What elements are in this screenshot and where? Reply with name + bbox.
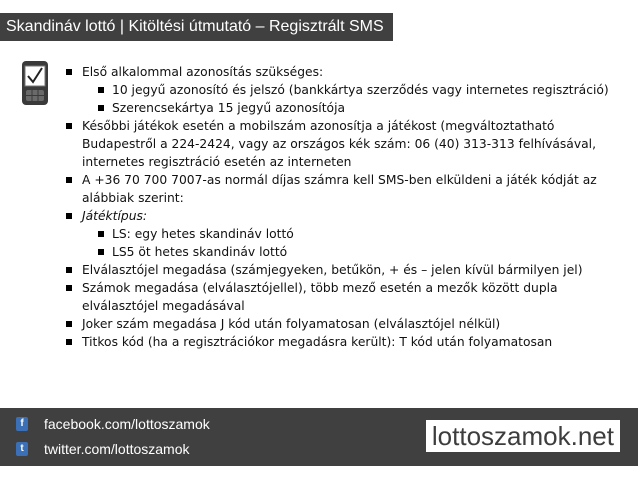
list-item: Titkos kód (ha a regisztrációkor megadásra került): T kód után folyamatosan	[60, 333, 632, 351]
twitter-icon: t	[16, 442, 28, 456]
list-item: Szerencsekártya 15 jegyű azonosítója	[60, 99, 632, 117]
instructions	[60, 63, 632, 351]
list-item: LS5 öt hetes skandináv lottó	[60, 243, 632, 261]
list-item: Első alkalommal azonosítás szükséges:	[60, 63, 632, 81]
list-item: 10 jegyű azonosító és jelszó (bankkártya szerződés vagy internetes regisztráció)	[60, 81, 632, 99]
list-item: A +36 70 700 7007-as normál díjas számra kell SMS-ben elküldeni a játék kódját az alábbiak szerint:	[60, 171, 632, 207]
facebook-url[interactable]: facebook.com/lottoszamok	[44, 416, 210, 432]
footer-bar	[0, 408, 638, 466]
mobile-phone-icon	[20, 60, 50, 106]
list-item: Játéktípus:	[60, 207, 632, 225]
facebook-link[interactable]	[16, 415, 210, 433]
site-link[interactable]: lottoszamok.net	[426, 420, 620, 452]
twitter-url[interactable]: twitter.com/lottoszamok	[44, 441, 190, 457]
list-item: Későbbi játékok esetén a mobilszám azonosítja a játékost (megváltoztatható Budapestről a 224-2424, vagy az országos kék szám: 06 (40) 313-313 felhívásával, internetes regisztráció esetén az interneten	[60, 117, 632, 171]
page-title: Skandináv lottó | Kitöltési útmutató – Regisztrált SMS	[0, 13, 393, 41]
list-item: Elválasztójel megadása (számjegyeken, betűkön, + és – jelen kívül bármilyen jel)	[60, 261, 632, 279]
list-item: Számok megadása (elválasztójellel), több mező esetén a mezők között dupla elválasztójel megadásával	[60, 279, 632, 315]
list-item: LS: egy hetes skandináv lottó	[60, 225, 632, 243]
bullet-list	[60, 63, 632, 351]
twitter-link[interactable]	[16, 440, 190, 458]
facebook-icon: f	[16, 417, 28, 431]
list-item: Joker szám megadása J kód után folyamatosan (elválasztójel nélkül)	[60, 315, 632, 333]
